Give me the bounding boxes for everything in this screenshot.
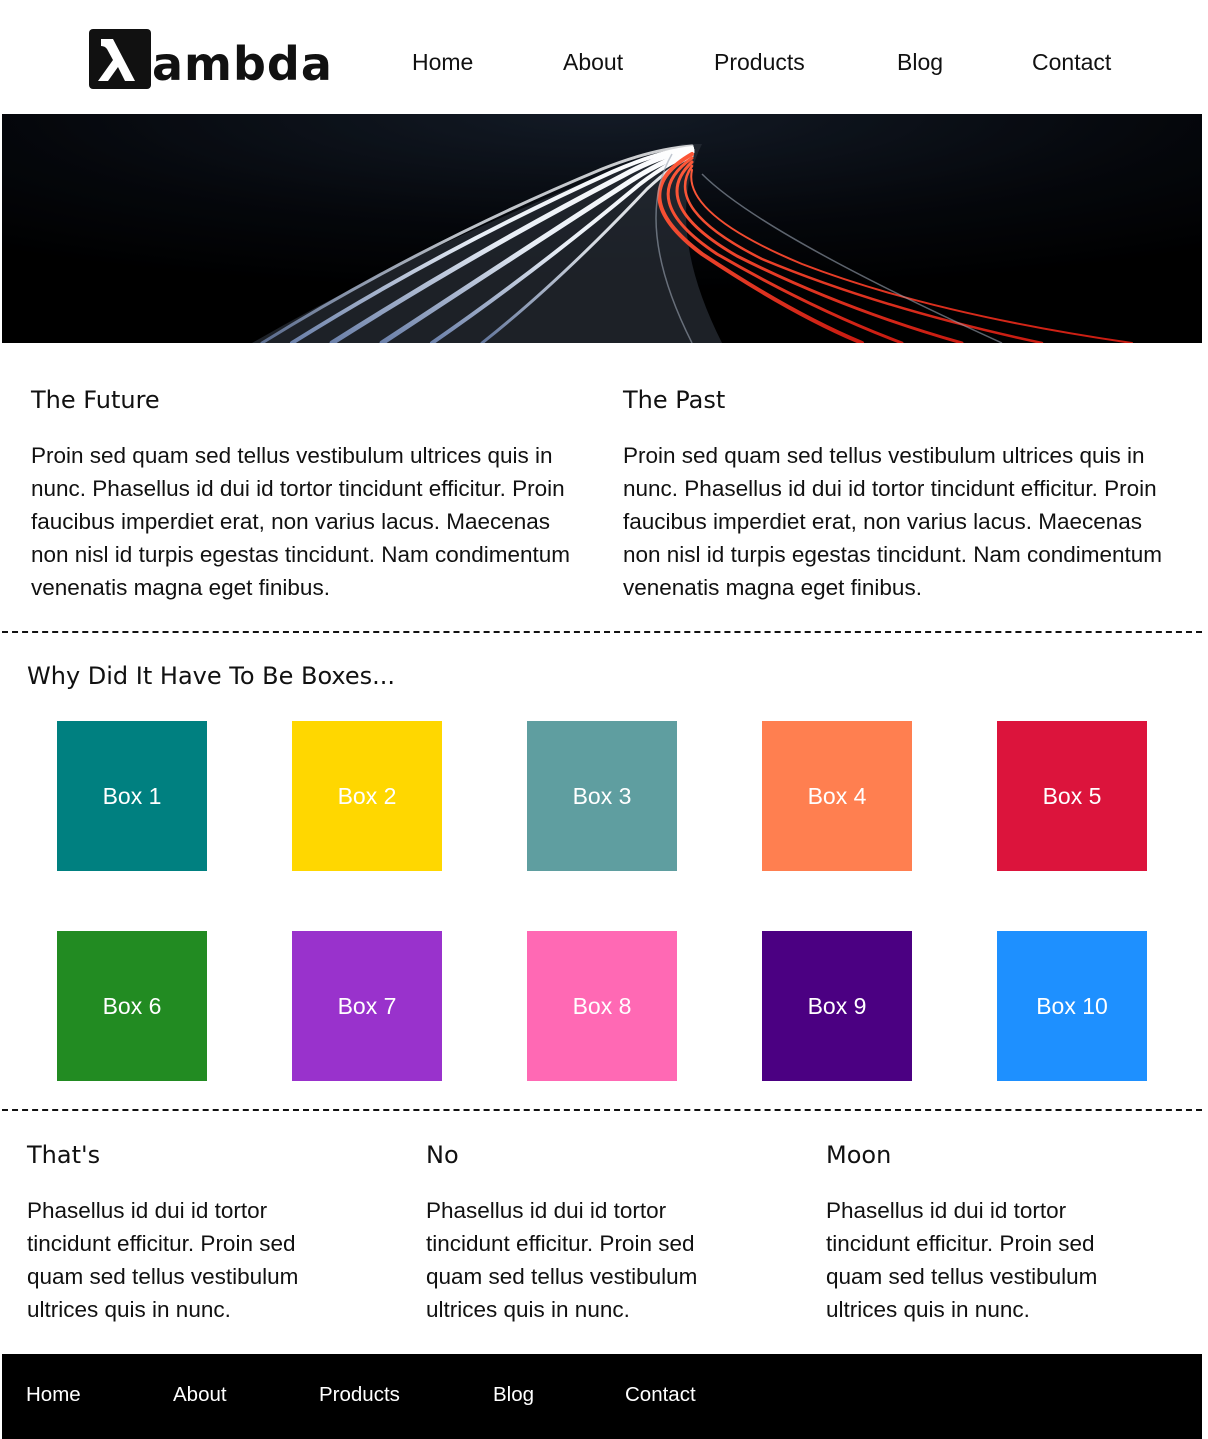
footer-nav-products[interactable]: Products bbox=[319, 1383, 400, 1406]
box-tile bbox=[527, 931, 677, 1081]
box-label: Box 3 bbox=[572, 782, 632, 809]
boxes-title: Why Did It Have To Be Boxes... bbox=[27, 662, 396, 690]
lambda-logo-icon bbox=[89, 29, 151, 89]
nav-blog[interactable]: Blog bbox=[897, 49, 944, 75]
box-label: Box 10 bbox=[1036, 992, 1108, 1019]
intro-body: Proin sed quam sed tellus vestibulum ultrices quis in nunc. Phasellus id dui id tortor tincidunt efficitur. Proin faucibus imperdiet erat, non varius lacus. Maecenas non nisl id turpis egestas tincidunt. Nam condimentum venenatis magna eget finibus. bbox=[31, 443, 571, 600]
box-tile bbox=[292, 931, 442, 1081]
nav-about[interactable]: About bbox=[563, 49, 624, 75]
box-label: Box 7 bbox=[337, 992, 397, 1019]
box-label: Box 6 bbox=[102, 992, 162, 1019]
section-divider bbox=[2, 1109, 1202, 1111]
trio-body: Phasellus id dui id tortor tincidunt efficitur. Proin sed quam sed tellus vestibulum ultrices quis in nunc. bbox=[826, 1198, 1098, 1322]
box-tile bbox=[527, 721, 677, 871]
box-tile bbox=[997, 931, 1147, 1081]
trio-heading: Moon bbox=[826, 1141, 892, 1169]
trio-heading: That's bbox=[27, 1141, 101, 1169]
trio-column-moon bbox=[826, 1140, 1156, 1326]
section-divider bbox=[2, 631, 1202, 633]
box-label: Box 4 bbox=[807, 782, 867, 809]
box-label: Box 5 bbox=[1042, 782, 1102, 809]
intro-body: Proin sed quam sed tellus vestibulum ultrices quis in nunc. Phasellus id dui id tortor tincidunt efficitur. Proin faucibus imperdiet erat, non varius lacus. Maecenas non nisl id turpis egestas tincidunt. Nam condimentum venenatis magna eget finibus. bbox=[623, 443, 1163, 600]
logo-text: ambda bbox=[152, 37, 333, 91]
trio-column-thats bbox=[27, 1140, 357, 1326]
box-tile bbox=[997, 721, 1147, 871]
intro-column-future bbox=[31, 385, 591, 604]
intro-column-past bbox=[623, 385, 1183, 604]
trio-heading: No bbox=[426, 1141, 459, 1169]
nav-home[interactable]: Home bbox=[412, 49, 474, 75]
footer-nav-about[interactable]: About bbox=[173, 1383, 227, 1406]
site-header bbox=[0, 0, 1208, 114]
hero-image bbox=[2, 114, 1202, 343]
footer-nav-home[interactable]: Home bbox=[26, 1383, 81, 1406]
box-label: Box 8 bbox=[572, 992, 632, 1019]
trio-column-no bbox=[426, 1140, 756, 1326]
box-tile bbox=[57, 931, 207, 1081]
box-label: Box 9 bbox=[807, 992, 867, 1019]
site-logo[interactable] bbox=[89, 27, 333, 89]
intro-heading: The Future bbox=[31, 386, 160, 414]
box-label: Box 2 bbox=[337, 782, 397, 809]
box-label: Box 1 bbox=[102, 782, 162, 809]
trio-body: Phasellus id dui id tortor tincidunt efficitur. Proin sed quam sed tellus vestibulum ultrices quis in nunc. bbox=[426, 1198, 698, 1322]
box-tile bbox=[57, 721, 207, 871]
box-tile bbox=[762, 931, 912, 1081]
trio-body: Phasellus id dui id tortor tincidunt efficitur. Proin sed quam sed tellus vestibulum ultrices quis in nunc. bbox=[27, 1198, 299, 1322]
nav-products[interactable]: Products bbox=[714, 49, 805, 75]
box-tile bbox=[762, 721, 912, 871]
site-footer bbox=[2, 1354, 1202, 1439]
footer-nav-blog[interactable]: Blog bbox=[493, 1383, 535, 1406]
box-tile bbox=[292, 721, 442, 871]
intro-heading: The Past bbox=[623, 386, 726, 414]
footer-nav-contact[interactable]: Contact bbox=[625, 1383, 696, 1406]
nav-contact[interactable]: Contact bbox=[1032, 49, 1112, 75]
